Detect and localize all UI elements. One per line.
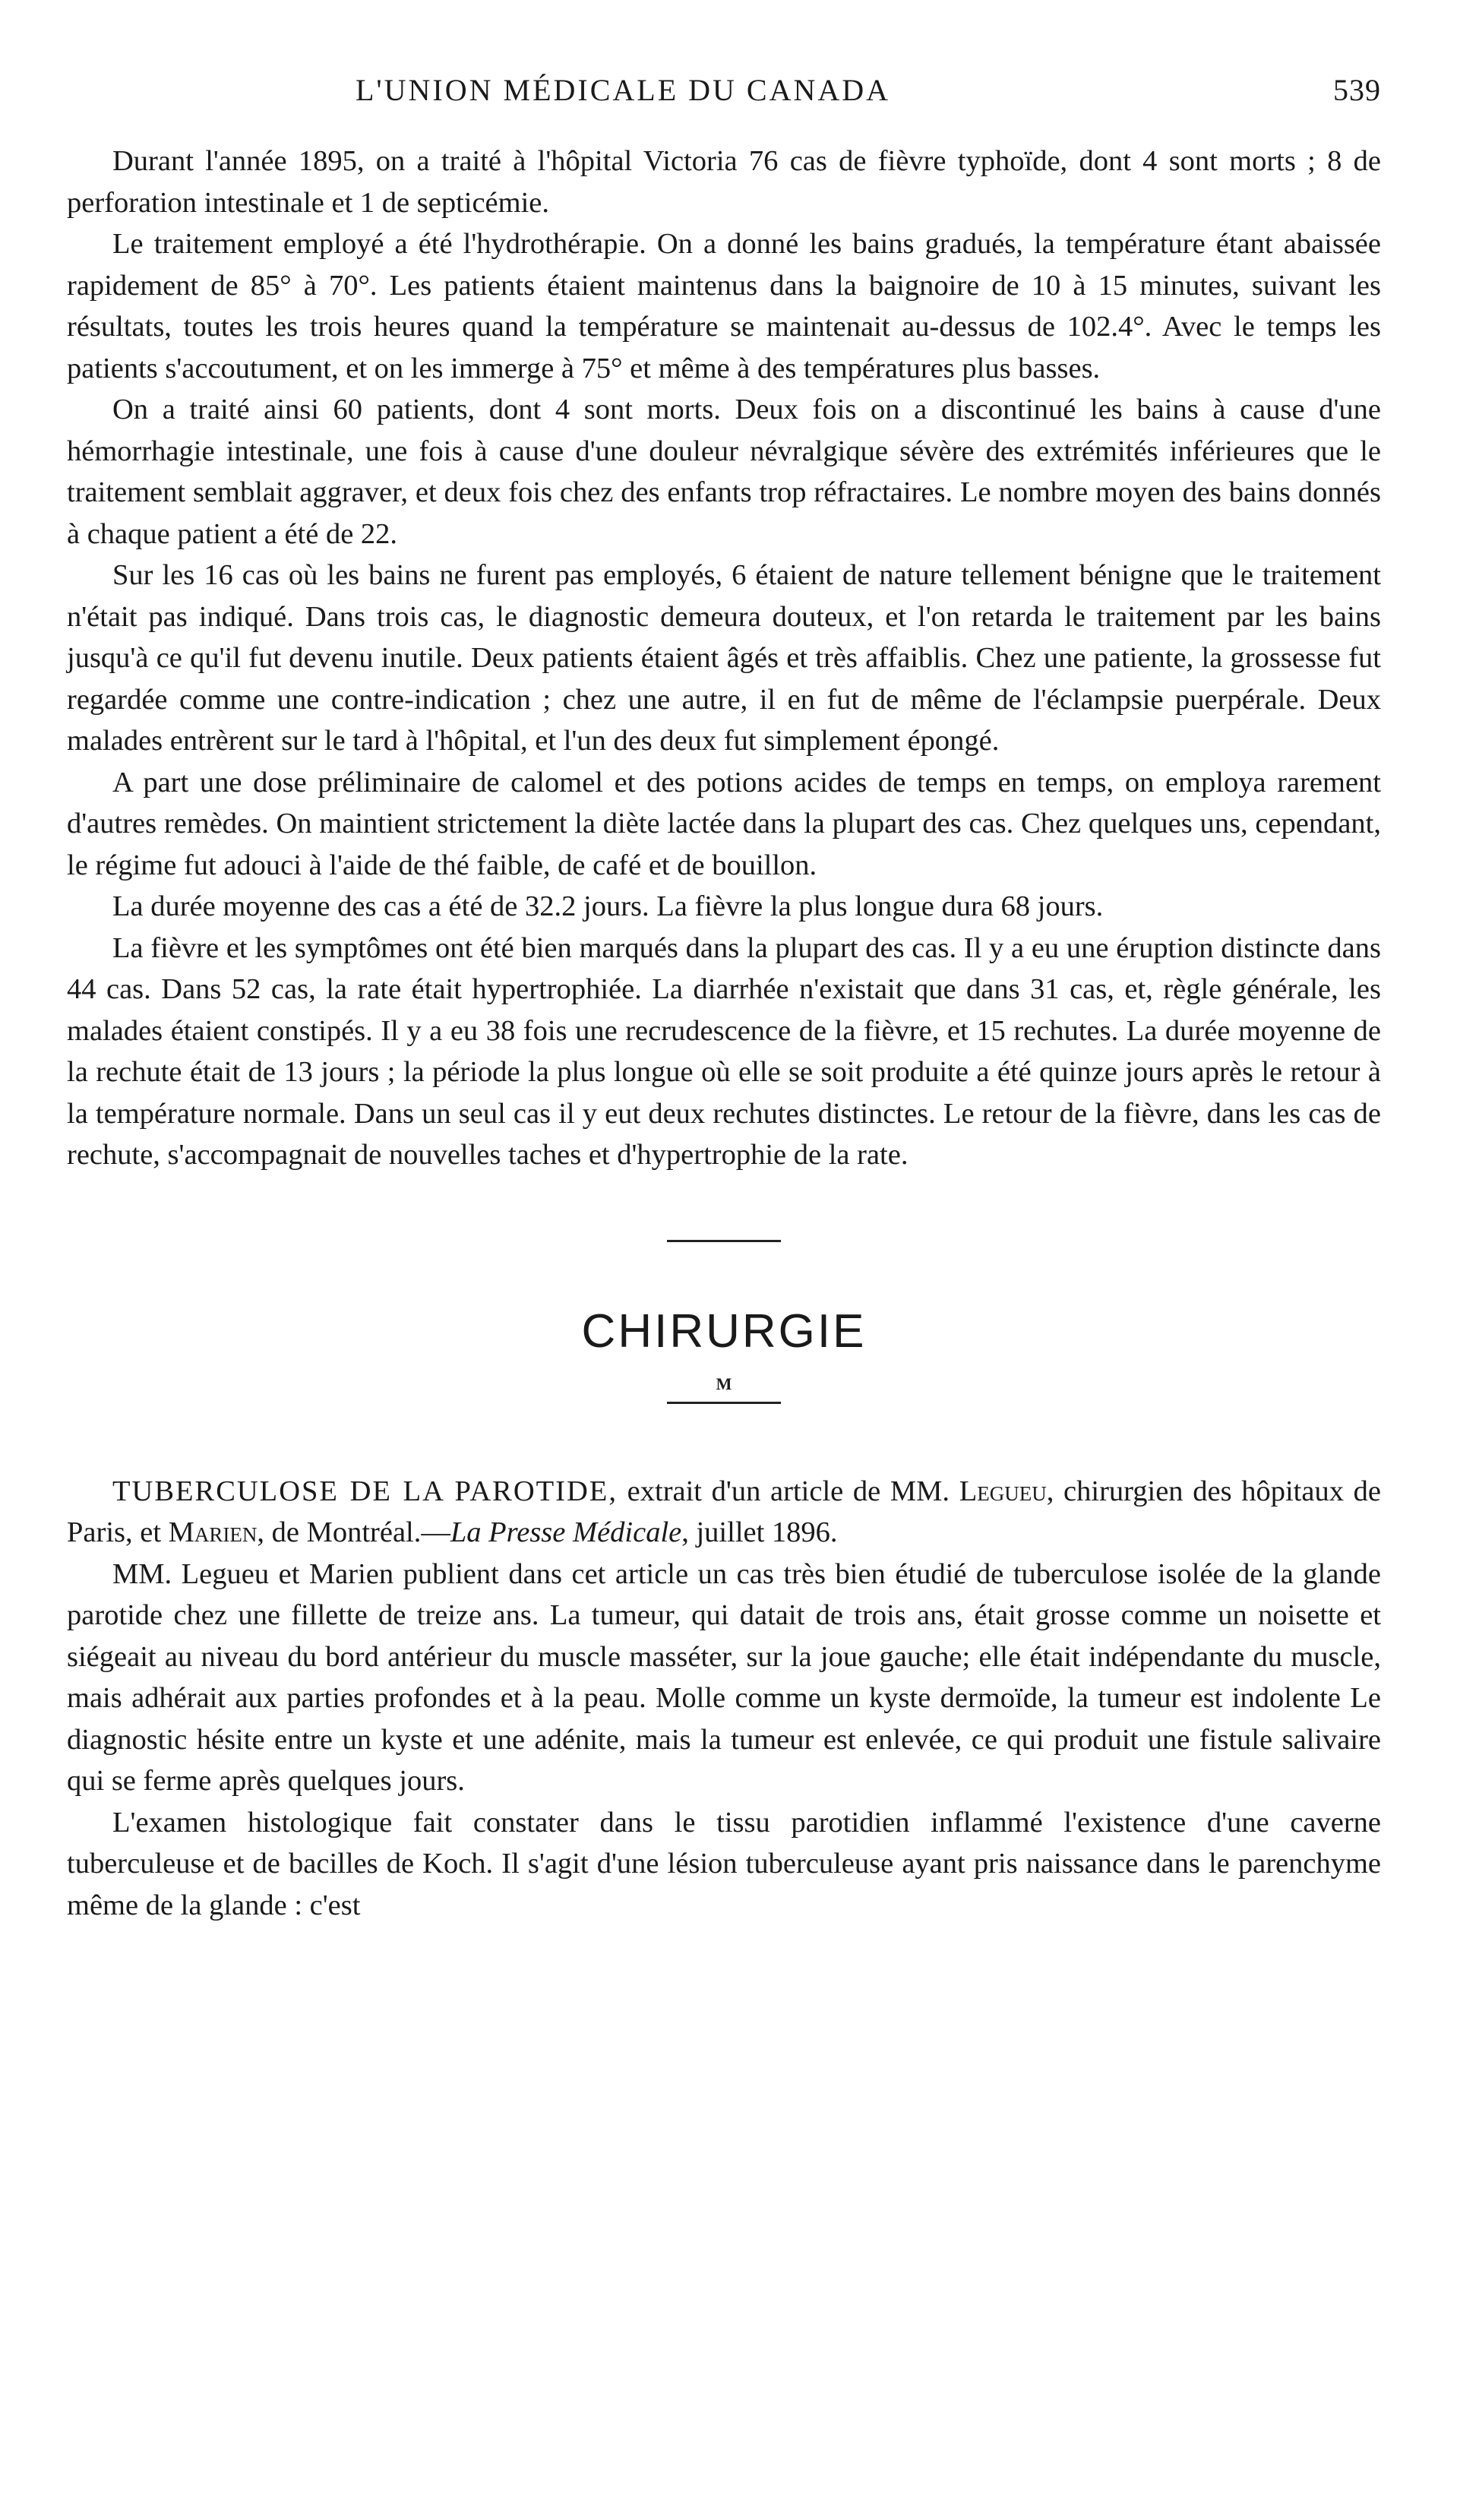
paragraph: L'examen histologique fait constater dans le tissu parotidien inflammé l'existence d'une caverne tuberculeuse et de bacilles de Koch. Il s'agit d'une lésion tuberculeuse ayant pris naissance dans le parenchyme même de la glande : c'est [67,1806,1381,1921]
paragraph: La durée moyenne des cas a été de 32.2 jours. La fièvre la plus longue dura 68 jours. [112,890,1104,922]
paragraph: La fièvre et les symptômes ont été bien marqués dans la plupart des cas. Il y a eu une éruption distincte dans 44 cas. Dans 52 cas, la rate était hypertrophiée. La diarrhée n'existait que dans 31 cas, et, règle générale, les malades étaient constipés. Il y a eu 38 fois une recrudescence de la fièvre, et 15 rechutes. La durée moyenne de la rechute était de 13 jours ; la période la plus longue où elle se soit produite a été quinze jours après le retour à la température normale. Dans un seul cas il y eut deux rechutes distinctes. Le retour de la fièvre, dans les cas de rechute, s'accompagnait de nouvelles taches et d'hypertrophie de la rate. [67,931,1381,1171]
section-ornament: M [716,1374,732,1393]
section-divider [667,1240,781,1242]
author-name: Legueu [959,1475,1047,1507]
publication-date: , juillet 1896. [681,1516,838,1548]
paragraph: On a traité ainsi 60 patients, dont 4 sont morts. Deux fois on a discontinué les bains à cause d'une hémorrhagie intestinale, une fois à cause d'une douleur névralgique sévère des extrémités inférieures que le traitement semblait aggraver, et deux fois chez des enfants trop réfractaires. Le nombre moyen des bains donnés à chaque patient a été de 22. [67,394,1381,550]
article-intro: extrait d'un article de MM. [617,1475,950,1507]
typhoid-report-section [67,141,1381,1176]
journal-name: La Presse Médicale [450,1516,682,1548]
paragraph: Le traitement employé a été l'hydrothérapie. On a donné les bains gradués, la température étant abaissée rapidement de 85° à 70°. Les patients étaient maintenus dans la baignoire de 10 à 15 minutes, suivant les résultats, toutes les trois heures quand la température se maintenait au-dessus de 102.4°. Avec le temps les patients s'accoutument, et on les immerge à 75° et même à des températures plus basses. [67,228,1381,384]
page-number: 539 [1333,73,1381,107]
author-role: , chirurgien des hôpitaux de Paris, et [67,1475,1381,1548]
paragraph: A part une dose préliminaire de calomel et des potions acides de temps en temps, on employa rarement d'autres remèdes. On maintient strictement la diète lactée dans la plupart des cas. Chez quelques uns, cependant, le régime fut adouci à l'aide de thé faible, de café et de bouillon. [67,766,1381,881]
section-divider [667,1402,781,1404]
paragraph: MM. Legueu et Marien publient dans cet article un cas très bien étudié de tuberculose isolée de la glande parotide chez une fillette de treize ans. La tumeur, qui datait de trois ans, était grosse comme un noisette et siégeait au niveau du bord antérieur du muscle masséter, sur la joue gauche; elle était indépendante du muscle, mais adhérait aux parties profondes et à la peau. Molle comme un kyste dermoïde, la tumeur est indolente Le diagnostic hésite entre un kyste et une adénite, mais la tumeur est enlevée, ce qui produit une fistule salivaire qui se ferme après quelques jours. [67,1557,1381,1797]
author-role: , de Montréal.— [257,1516,450,1548]
running-title: L'UNION MÉDICALE DU CANADA [356,73,891,107]
author-name: Marien [168,1516,258,1548]
article-heading [67,1471,1381,1554]
article-section [67,1471,1381,1927]
section-title: CHIRURGIE [581,1304,867,1358]
paragraph: Durant l'année 1895, on a traité à l'hôpital Victoria 76 cas de fièvre typhoïde, dont 4 sont morts ; 8 de perforation intestinale et 1 de septicémie. [67,145,1381,219]
paragraph: Sur les 16 cas où les bains ne furent pas employés, 6 étaient de nature tellement bénigne que le traitement n'était pas indiqué. Dans trois cas, le diagnostic demeura douteux, et l'on retarda le traitement par les bains jusqu'à ce qu'il fut devenu inutile. Deux patients étaient âgés et très affaiblis. Chez une patiente, la grossesse fut regardée comme une contre-indication ; chez une autre, il en fut de même de l'éclampsie puerpérale. Deux malades entrèrent sur le tard à l'hôpital, et l'un des deux fut simplement épongé. [67,559,1381,757]
journal-page [67,72,1381,1926]
article-title: TUBERCULOSE DE LA PAROTIDE, [112,1475,618,1507]
running-header [67,72,1381,118]
